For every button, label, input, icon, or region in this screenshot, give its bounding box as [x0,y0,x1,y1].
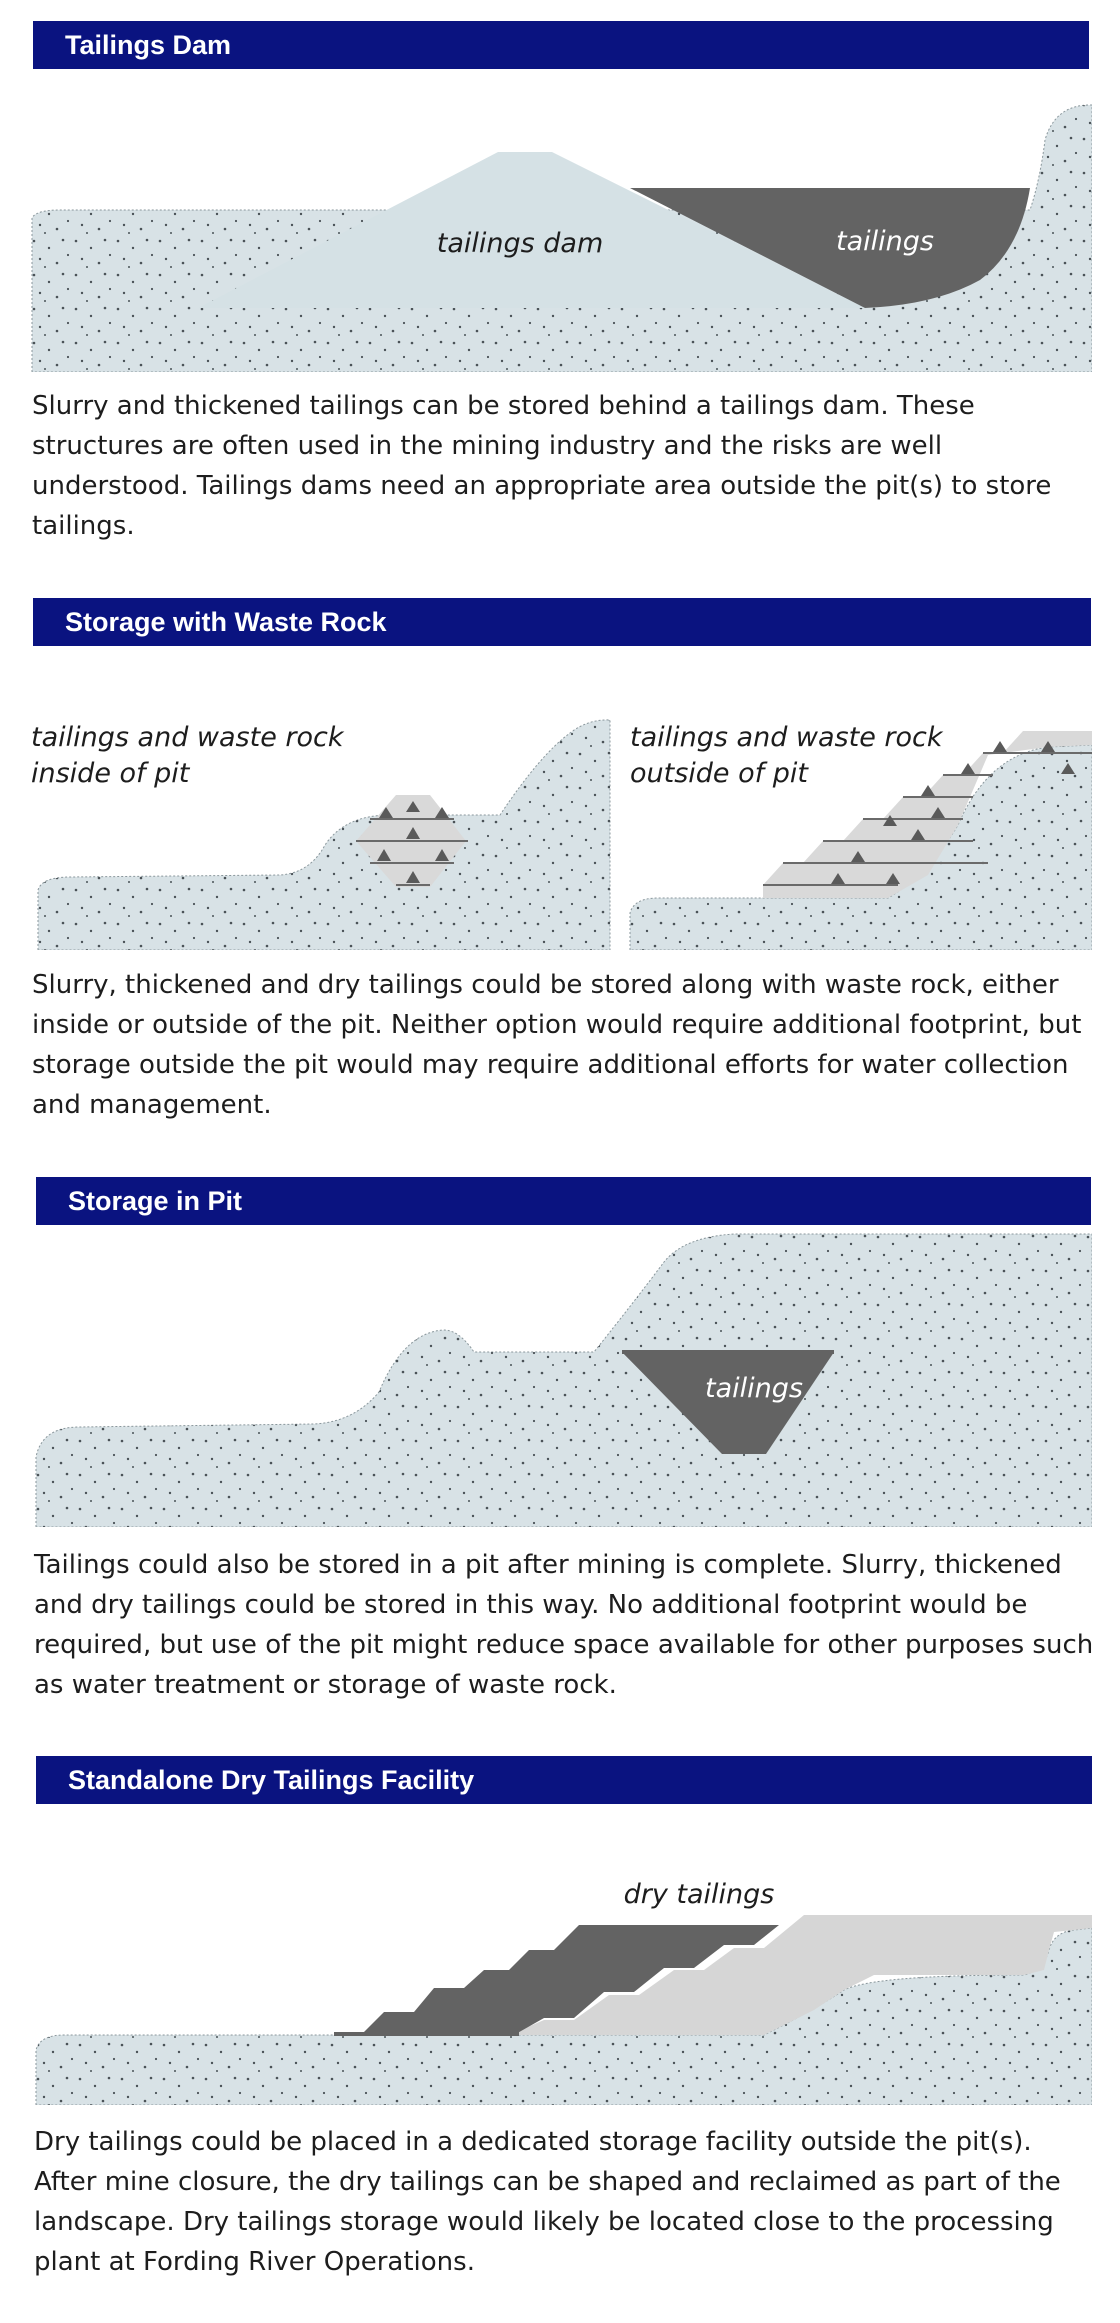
section-header-waste-rock [33,598,1091,646]
storage-in-pit-diagram [34,1232,1092,1527]
waste-rock-description: Slurry, thickened and dry tailings could be stored along with waste rock, either inside or outside of the pit. Neither option would require additional footprint, but storage outside the pit would may require additional efforts for water collection and management. [32,970,1082,1120]
tailings-dam-description: Slurry and thickened tailings can be stored behind a tailings dam. These structures are often used in the mining industry and the risks are well understood. Tailings dams need an appropriate area outside the pit(s) to store tailings. [32,391,1052,541]
section-title: Tailings Dam [65,30,232,60]
dry-tailings-diagram [34,1870,1092,2105]
label-dry-tailings: dry tailings [623,1879,775,1910]
section-header-tailings-dam [33,21,1089,69]
label-tailings: tailings [836,226,934,257]
section-header-storage-in-pit [36,1177,1091,1225]
tailings-dam-diagram [30,100,1092,372]
section-title: Storage with Waste Rock [65,607,387,637]
storage-in-pit-description: Tailings could also be stored in a pit after mining is complete. Slurry, thickened and dry tailings could be stored in this way. No additional footprint would be required, but use of the pit might reduce space available for other purposes such as water treatment or storage of waste rock. [34,1550,1094,1700]
dry-tailings-description: Dry tailings could be placed in a dedicated storage facility outside the pit(s). After mine closure, the dry tailings can be shaped and reclaimed as part of the landscape. Dry tailings storage would likely be located close to the processing plant at Fording River Operations. [34,2127,1061,2277]
label-outside-pit: tailings and waste rock outside of pit [630,722,943,789]
label-tailings: tailings [705,1373,803,1404]
label-tailings-dam: tailings dam [436,228,604,259]
section-title: Storage in Pit [68,1186,243,1216]
label-inside-pit: tailings and waste rock inside of pit [31,722,344,789]
section-header-dry-tailings [36,1756,1092,1804]
section-title: Standalone Dry Tailings Facility [68,1765,475,1795]
